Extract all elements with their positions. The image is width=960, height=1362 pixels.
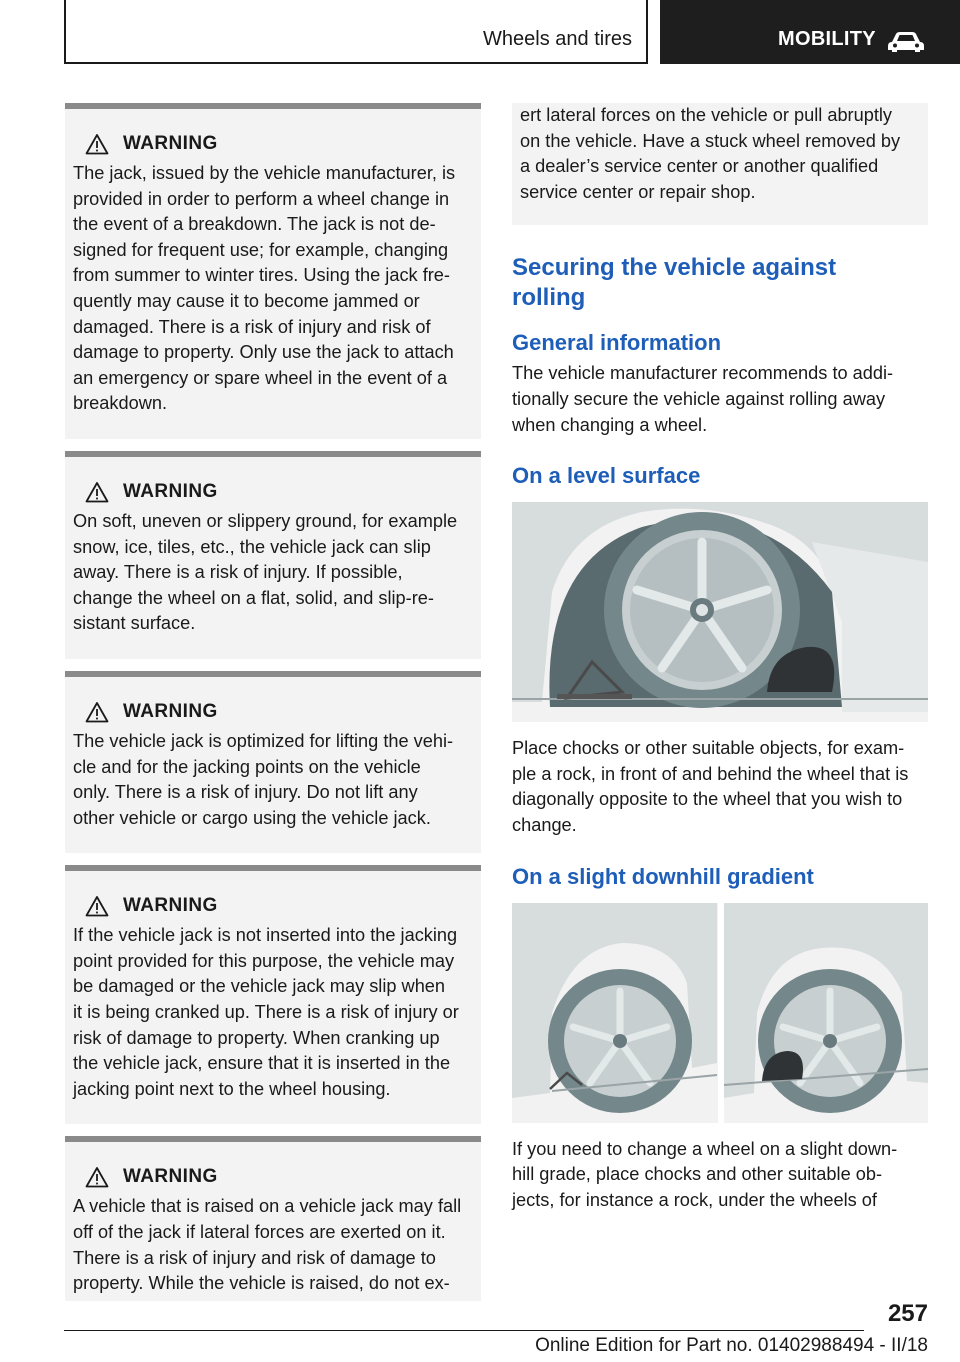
footer-divider xyxy=(64,1330,864,1331)
downhill-gradient-heading: On a slight downhill gradient xyxy=(512,863,814,889)
warning-triangle-icon xyxy=(85,481,109,503)
section-heading xyxy=(512,253,928,313)
text-line: the vehicle jack, ensure that it is inserted in the xyxy=(73,1053,451,1074)
warning-title: WARNING xyxy=(123,480,218,502)
heading-line: rolling xyxy=(512,284,586,312)
left-column xyxy=(65,103,481,1313)
text-line: property. While the vehicle is raised, do not ex- xyxy=(73,1273,450,1294)
text-line: cle and for the jacking points on the vehicle xyxy=(73,756,421,777)
section-tab xyxy=(64,0,648,64)
warning-title: WARNING xyxy=(123,700,218,722)
text-line: breakdown. xyxy=(73,393,168,414)
chapter-tab xyxy=(660,0,960,64)
text-line: off of the jack if lateral forces are exerted on it. xyxy=(73,1222,446,1243)
text-line: snow, ice, tiles, etc., the vehicle jack can slip xyxy=(73,536,431,557)
text-line: jacking point next to the wheel housing. xyxy=(73,1078,391,1099)
text-line: The vehicle jack is optimized for lifting the vehi- xyxy=(73,730,454,751)
general-info-heading: General information xyxy=(512,330,722,356)
chapter-title: MOBILITY xyxy=(778,28,876,50)
page-number: 257 xyxy=(887,1300,928,1327)
text-line: provided in order to perform a wheel change in xyxy=(73,188,450,209)
warning-box xyxy=(65,103,481,439)
warning-text xyxy=(73,509,473,637)
text-line: the event of a breakdown. The jack is not de- xyxy=(73,214,436,235)
section-title: Wheels and tires xyxy=(483,28,632,50)
general-info-text xyxy=(512,361,928,438)
warning-triangle-icon xyxy=(85,133,109,155)
text-line: only. There is a risk of injury. Do not lift any xyxy=(73,782,418,803)
text-line: ert lateral forces on the vehicle or pull abruptly xyxy=(520,105,893,125)
text-line: On soft, uneven or slippery ground, for example xyxy=(73,510,458,531)
warning-box xyxy=(65,1136,481,1300)
warning-triangle-icon xyxy=(85,895,109,917)
car-icon xyxy=(886,30,926,54)
warning-text xyxy=(73,923,473,1102)
right-column xyxy=(512,103,928,1213)
warning-text xyxy=(73,1194,473,1296)
warning-box xyxy=(65,865,481,1124)
text-line: damage to property. Only use the jack to attach xyxy=(73,342,454,363)
warning-text xyxy=(73,161,473,417)
text-line: other vehicle or cargo using the vehicle jack. xyxy=(73,807,431,828)
text-line: ple a rock, in front of and behind the wheel that is xyxy=(512,763,909,784)
warning-text xyxy=(73,729,473,831)
text-line: jects, for instance a rock, under the wheels of xyxy=(512,1189,877,1210)
text-line: point provided for this purpose, the vehicle may xyxy=(73,950,455,971)
warning-text xyxy=(520,103,920,205)
text-line: tionally secure the vehicle against rolling away xyxy=(512,388,886,409)
text-line: sistant surface. xyxy=(73,613,196,634)
level-surface-heading: On a level surface xyxy=(512,463,701,489)
text-line: be damaged or the vehicle jack may slip when xyxy=(73,976,446,997)
warning-title: WARNING xyxy=(123,133,218,154)
text-line: diagonally opposite to the wheel that you wish to xyxy=(512,789,903,810)
text-line: away. There is a risk of injury. If possible, xyxy=(73,562,403,583)
text-line: If you need to change a wheel on a slight down- xyxy=(512,1138,898,1159)
text-line: when changing a wheel. xyxy=(512,414,708,435)
text-line: signed for frequent use; for example, changing xyxy=(73,239,449,260)
warning-title: WARNING xyxy=(123,1166,218,1188)
text-line: quently may cause it to become jammed or xyxy=(73,290,420,311)
text-line: The vehicle manufacturer recommends to addi- xyxy=(512,363,894,384)
downhill-chock-illustration xyxy=(512,903,928,1123)
edition-text: Online Edition for Part no. 01402988494 - II/18 xyxy=(535,1335,928,1356)
warning-title: WARNING xyxy=(123,895,218,917)
downhill-gradient-illustration xyxy=(512,903,928,1123)
text-line: A vehicle that is raised on a vehicle jack may fall xyxy=(73,1196,462,1217)
warning-triangle-icon xyxy=(85,701,109,723)
text-line: change the wheel on a flat, solid, and slip-re- xyxy=(73,587,434,608)
text-line: Place chocks or other suitable objects, for exam- xyxy=(512,738,905,759)
text-line: service center or repair shop. xyxy=(520,181,756,202)
text-line: hill grade, place chocks and other suitable ob- xyxy=(512,1164,883,1185)
text-line: risk of damage to property. When cranking up xyxy=(73,1027,440,1048)
heading-line: Securing the vehicle against xyxy=(512,254,837,282)
text-line: an emergency or spare wheel in the event of a xyxy=(73,367,448,388)
text-line: There is a risk of injury and risk of damage to xyxy=(73,1247,436,1268)
level-surface-text xyxy=(512,736,928,838)
wheel-chock-illustration xyxy=(512,502,928,722)
text-line: it is being cranked up. There is a risk of injury or xyxy=(73,1002,459,1023)
text-line: a dealer’s service center or another qualified xyxy=(520,156,879,177)
level-surface-illustration xyxy=(512,502,928,722)
warning-box xyxy=(65,671,481,853)
text-line: If the vehicle jack is not inserted into the jacking xyxy=(73,925,458,946)
warning-box xyxy=(65,451,481,659)
text-line: on the vehicle. Have a stuck wheel removed by xyxy=(520,130,901,151)
downhill-gradient-text xyxy=(512,1137,928,1214)
warning-triangle-icon xyxy=(85,1166,109,1188)
text-line: change. xyxy=(512,814,577,835)
text-line: from summer to winter tires. Using the jack fre- xyxy=(73,265,450,286)
warning-continuation xyxy=(512,103,928,225)
text-line: The jack, issued by the vehicle manufacturer, is xyxy=(73,163,456,183)
text-line: damaged. There is a risk of injury and risk of xyxy=(73,316,431,337)
page-header xyxy=(0,0,960,66)
